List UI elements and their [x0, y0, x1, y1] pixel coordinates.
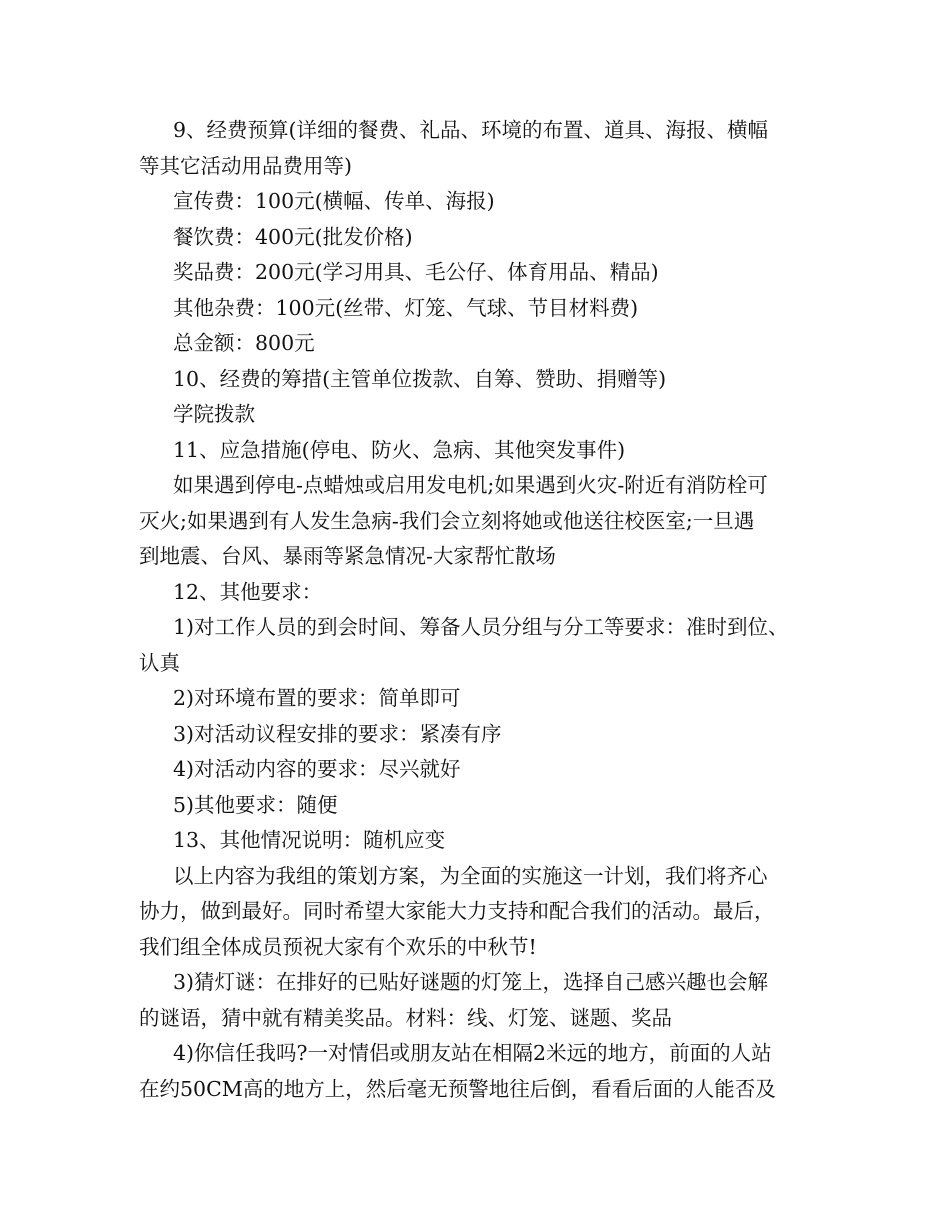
text-line: 4)对活动内容的要求：尽兴就好: [173, 757, 461, 781]
text-line: 5)其他要求：随便: [173, 792, 338, 817]
text-line: 总金额：800元: [173, 331, 315, 355]
text-line: 如果遇到停电-点蜡烛或启用发电机;如果遇到火灾-附近有消防栓可: [173, 473, 768, 497]
text-line: 2)对环境布置的要求：简单即可: [173, 686, 461, 710]
text-line: 11、应急措施(停电、防火、急病、其他突发事件): [173, 437, 626, 462]
text-line: 3)猜灯谜：在排好的已贴好谜题的灯笼上，选择自己感兴趣也会解: [173, 970, 769, 994]
text-line: 学院拨款: [173, 402, 255, 426]
text-line: 12、其他要求：: [173, 579, 323, 604]
text-line: 等其它活动用品费用等): [139, 153, 352, 178]
text-line: 4)你信任我吗?一对情侣或朋友站在相隔2米远的地方，前面的人站: [173, 1041, 772, 1065]
text-line: 灭火;如果遇到有人发生急病-我们会立刻将她或他送往校医室;一旦遇: [139, 508, 755, 533]
text-line: 其他杂费：100元(丝带、灯笼、气球、节目材料费): [173, 295, 639, 320]
text-line: 的谜语，猜中就有精美奖品。材料：线、灯笼、谜题、奖品: [139, 1005, 672, 1030]
text-line: 到地震、台风、暴雨等紧急情况-大家帮忙散场: [139, 544, 556, 568]
text-line: 餐饮费：400元(批发价格): [173, 224, 413, 249]
text-line: 3)对活动议程安排的要求：紧凑有序: [173, 721, 502, 746]
text-line: 奖品费：200元(学习用具、毛公仔、体育用品、精品): [173, 260, 659, 284]
text-line: 10、经费的筹措(主管单位拨款、自筹、赞助、捐赠等): [173, 366, 667, 391]
text-line: 认真: [139, 650, 180, 675]
text-line: 我们组全体成员预祝大家有个欢乐的中秋节!: [139, 934, 537, 959]
text-line: 在约50CM高的地方上，然后毫无预警地往后倒，看看后面的人能否及: [139, 1076, 776, 1101]
text-line: 协力，做到最好。同时希望大家能大力支持和配合我们的活动。最后，: [139, 899, 775, 923]
text-line: 以上内容为我组的策划方案，为全面的实施这一计划，我们将齐心: [173, 863, 768, 888]
text-line: 1)对工作人员的到会时间、筹备人员分组与分工等要求：准时到位、: [173, 615, 789, 639]
text-line: 13、其他情况说明：随机应变: [173, 828, 446, 852]
text-line: 宣传费：100元(横幅、传单、海报): [173, 189, 495, 213]
document-body: [139, 113, 819, 1107]
text-line: 9、经费预算(详细的餐费、礼品、环境的布置、道具、海报、横幅: [173, 118, 769, 142]
